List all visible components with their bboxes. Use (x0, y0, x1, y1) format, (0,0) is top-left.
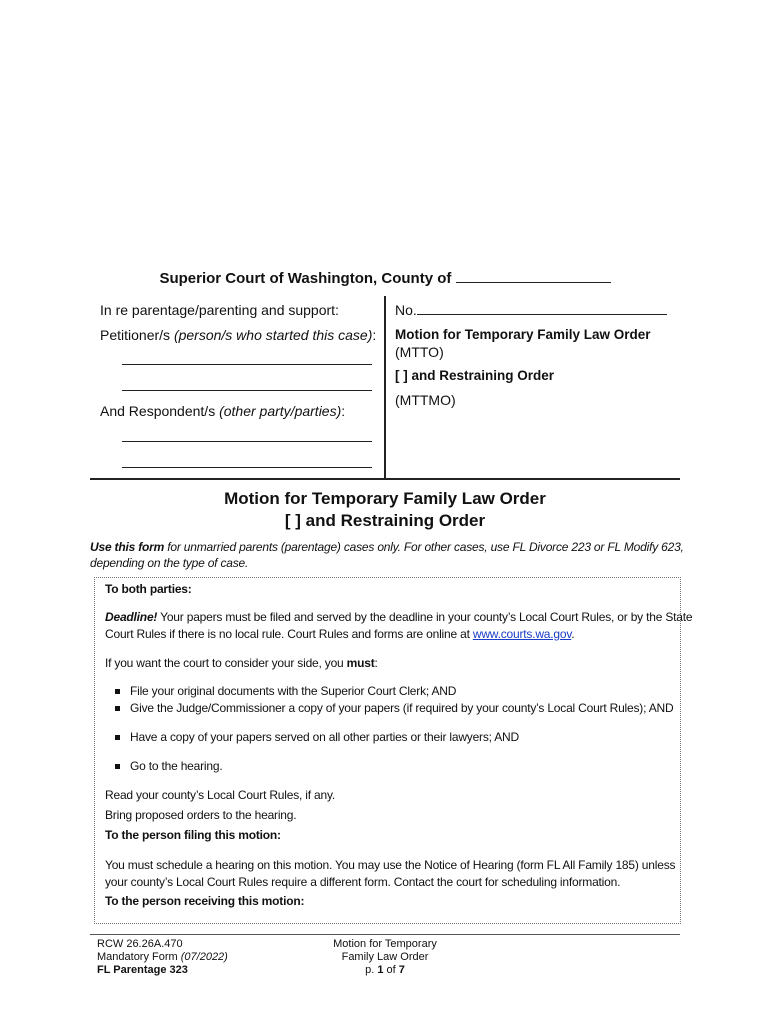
must-colon: : (374, 656, 378, 670)
footer-mandatory-text: Mandatory Form (97, 951, 181, 963)
in-re-label: In re parentage/parenting and support: (100, 302, 339, 318)
deadline-text-2: Court Rules if there is no local rule. Court Rules and forms are online at (105, 627, 473, 641)
courts-website-link[interactable]: www.courts.wa.gov (472, 627, 572, 641)
respondent-note: (other party/parties) (219, 403, 342, 419)
list-item (115, 683, 456, 700)
deadline-line-2 (105, 626, 574, 643)
page-prefix: p. (365, 964, 378, 976)
county-blank[interactable] (456, 282, 611, 283)
document-title-line1: Motion for Temporary Family Law Order (224, 489, 546, 508)
filing-heading: To the person filing this motion: (105, 828, 281, 842)
footer-left (97, 938, 228, 977)
case-number-blank[interactable] (417, 314, 667, 315)
use-note-lead: Use this form (90, 540, 165, 554)
bullet-icon (115, 735, 120, 740)
document-title (0, 488, 770, 532)
deadline-end: . (571, 627, 575, 641)
petitioner-colon: : (372, 327, 377, 343)
case-number (395, 302, 667, 318)
respondent-name-line-2[interactable] (122, 467, 372, 468)
bullet-icon (115, 706, 120, 711)
petitioner-name-line-2[interactable] (122, 390, 372, 391)
local-rules-note: Read your county’s Local Court Rules, if any. (105, 788, 336, 802)
respondent-label-text: And Respondent/s (100, 403, 216, 419)
footer-rule (90, 934, 680, 935)
respondent-label (100, 403, 345, 419)
list-item (115, 700, 673, 717)
receiving-heading: To the person receiving this motion: (105, 894, 305, 908)
footer-form-date: (07/2022) (180, 951, 228, 963)
deadline-line-1 (105, 609, 692, 626)
page-current: 1 (377, 964, 384, 976)
use-note-text: for unmarried parents (parentage) cases only. For other cases, use FL Divorce 223 or FL Modify 623, depending on the type of case. (90, 540, 684, 570)
both-parties-heading: To both parties: (105, 582, 192, 596)
document-title-line2[interactable]: [ ] and Restraining Order (284, 511, 486, 530)
petitioner-label (100, 327, 376, 343)
footer-form-id: FL Parentage 323 (97, 964, 188, 976)
caption-bottom-rule (90, 478, 680, 480)
page-total: 7 (398, 964, 405, 976)
footer-mandatory (97, 951, 228, 964)
petitioner-name-line-1[interactable] (122, 364, 372, 365)
footer-center (300, 938, 470, 977)
list-item (115, 729, 519, 746)
case-number-label: No. (395, 302, 417, 318)
petitioner-label-text: Petitioner/s (100, 327, 171, 343)
footer-mid-line1: Motion for Temporary (333, 938, 437, 950)
instructions-box (94, 577, 693, 924)
deadline-text-1: Your papers must be filed and served by the deadline in your county’s Local Court Rules, or by the State (157, 610, 693, 624)
list-item-text: Have a copy of your papers served on all other parties or their lawyers; AND (130, 730, 519, 744)
must-intro-line (105, 655, 378, 672)
court-title-text: Superior Court of Washington, County of (159, 270, 452, 287)
restraining-code: (MTTMO) (395, 392, 456, 408)
footer-mid-line2: Family Law Order (341, 951, 429, 963)
bullet-icon (115, 764, 120, 769)
bullet-icon (115, 689, 120, 694)
list-item-text: Go to the hearing. (130, 759, 223, 773)
motion-code: (MTTO) (395, 344, 444, 360)
must-intro: If you want the court to consider your side, you (105, 656, 347, 670)
respondent-name-line-1[interactable] (122, 441, 372, 442)
filing-text-1: You must schedule a hearing on this motion. You may use the Notice of Hearing (form FL All Family 185) unless (105, 858, 676, 872)
must-word: must (346, 656, 375, 670)
caption-divider (384, 296, 386, 478)
petitioner-note: (person/s who started this case) (173, 327, 373, 343)
court-title (0, 270, 770, 287)
filing-text-2: your county’s Local Court Rules require a different form. Contact the court for scheduling information. (105, 875, 621, 889)
footer-rcw: RCW 26.26A.470 (97, 938, 183, 950)
list-item (115, 758, 222, 775)
list-item-text: File your original documents with the Superior Court Clerk; AND (130, 684, 457, 698)
list-item-text: Give the Judge/Commissioner a copy of your papers (if required by your county’s Local Court Rules); AND (130, 701, 674, 715)
page-of: of (383, 964, 399, 976)
bring-orders-note: Bring proposed orders to the hearing. (105, 808, 297, 822)
deadline-label: Deadline! (105, 610, 158, 624)
motion-title-caption: Motion for Temporary Family Law Order (395, 327, 651, 342)
use-note (90, 539, 690, 571)
footer-page-number (300, 964, 470, 977)
restraining-checkbox-caption[interactable]: [ ] and Restraining Order (395, 368, 555, 383)
respondent-colon: : (341, 403, 346, 419)
